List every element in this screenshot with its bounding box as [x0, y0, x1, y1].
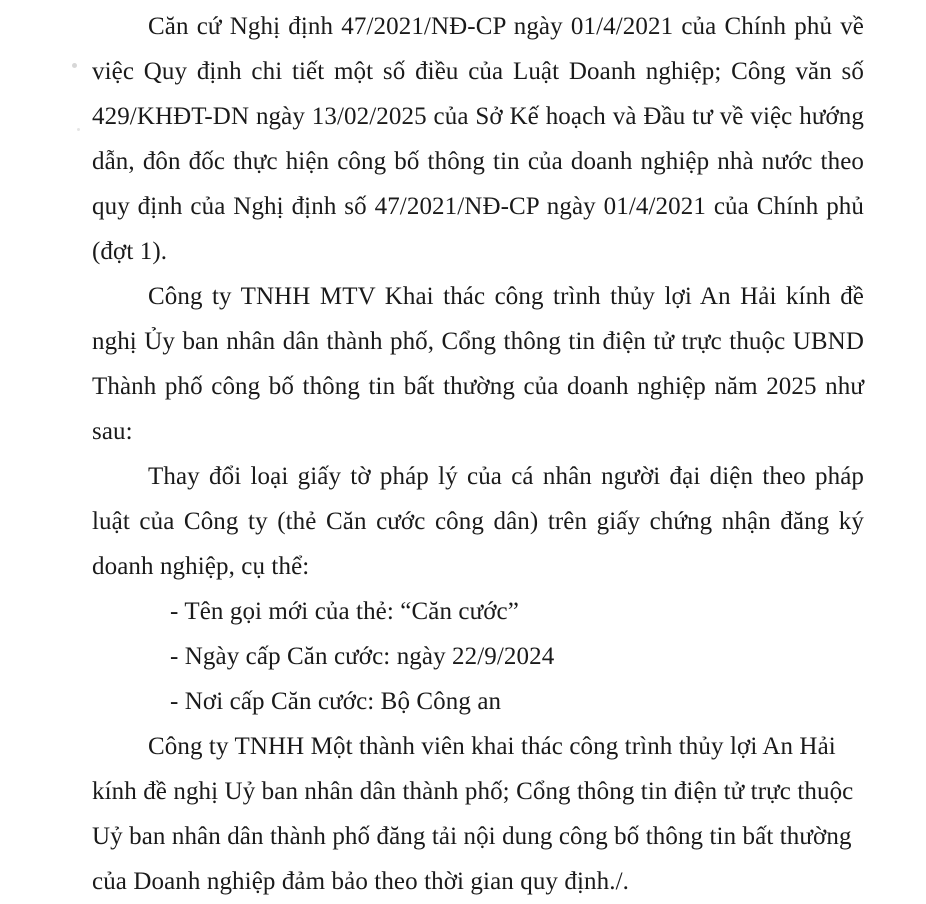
- scan-speck: [77, 128, 80, 131]
- paragraph-legal-basis: Căn cứ Nghị định 47/2021/NĐ-CP ngày 01/4/2021 của Chính phủ về việc Quy định chi tiết một số điều của Luật Doanh nghiệp; Công văn số 429/KHĐT-DN ngày 13/02/2025 của Sở Kế hoạch và Đầu tư về việc hướng dẫn, đôn đốc thực hiện công bố thông tin của doanh nghiệp nhà nước theo quy định của Nghị định số 47/2021/NĐ-CP ngày 01/4/2021 của Chính phủ (đợt 1).: [92, 13, 864, 265]
- list-item: - Nơi cấp Căn cước: Bộ Công an: [170, 688, 502, 715]
- paragraph-request: Công ty TNHH MTV Khai thác công trình thủy lợi An Hải kính đề nghị Ủy ban nhân dân thành phố, Cổng thông tin điện tử trực thuộc UBND Thành phố công bố thông tin bất thường của doanh nghiệp năm 2025 như sau:: [92, 283, 864, 445]
- paragraph-change-detail: Thay đổi loại giấy tờ pháp lý của cá nhân người đại diện theo pháp luật của Công ty (thẻ Căn cước công dân) trên giấy chứng nhận đăng ký doanh nghiệp, cụ thể:: [92, 463, 864, 580]
- scan-speck: [72, 63, 77, 68]
- document-body: [92, 4, 864, 904]
- list-item: - Tên gọi mới của thẻ: “Căn cước”: [170, 598, 519, 625]
- list-item: - Ngày cấp Căn cước: ngày 22/9/2024: [170, 643, 555, 670]
- paragraph-closing: Công ty TNHH Một thành viên khai thác công trình thủy lợi An Hải kính đề nghị Uỷ ban nhân dân thành phố; Cổng thông tin điện tử trực thuộc Uỷ ban nhân dân thành phố đăng tải nội dung công bố thông tin bất thường của Doanh nghiệp đảm bảo theo thời gian quy định./.: [92, 733, 854, 895]
